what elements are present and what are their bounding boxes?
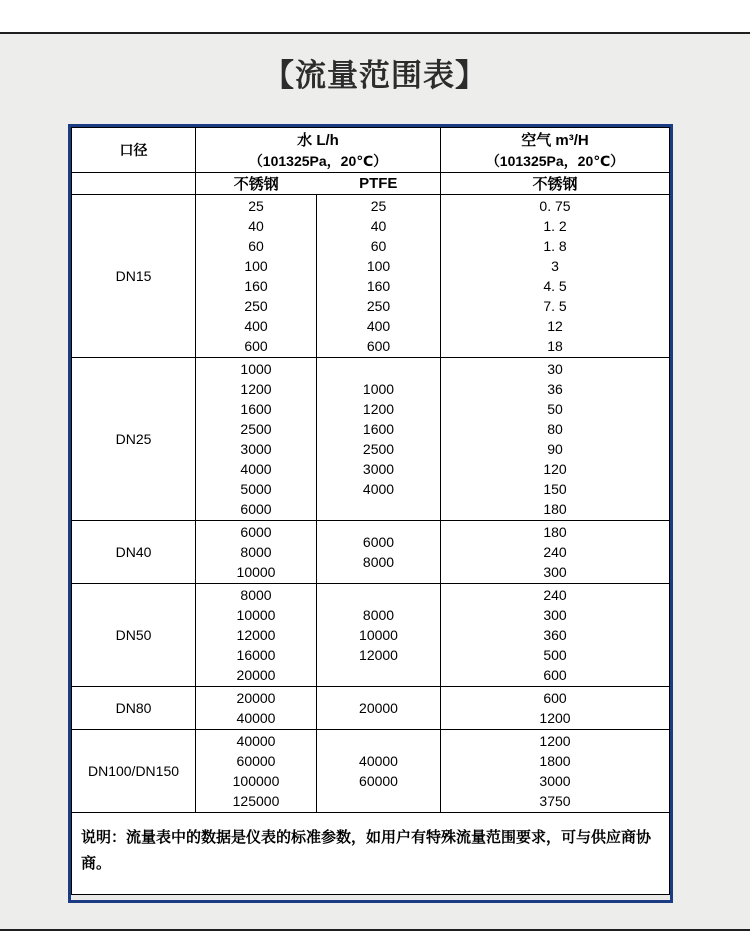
flow-value: 300 <box>543 607 567 623</box>
water-ptfe-cell <box>317 730 441 813</box>
diameter-cell: DN80 <box>72 687 196 730</box>
flow-table-footer <box>72 813 670 895</box>
diameter-cell: DN25 <box>72 358 196 521</box>
flow-value: 60000 <box>236 753 276 769</box>
table-row <box>72 584 670 687</box>
flow-value: 120 <box>543 461 567 477</box>
flow-value: 180 <box>543 501 567 517</box>
flow-value: 8000 <box>362 607 395 623</box>
flow-value: 1000 <box>362 381 395 397</box>
water-stainless-cell <box>196 730 317 813</box>
flow-range-table <box>68 124 673 903</box>
water-ptfe-cell <box>317 521 441 584</box>
bottom-divider <box>0 929 750 931</box>
flow-value: 40 <box>248 218 264 234</box>
water-ptfe-cell <box>317 584 441 687</box>
flow-value: 8000 <box>240 587 272 603</box>
header-air-title: 空气 m³/H <box>521 132 589 149</box>
flow-value: 600 <box>244 338 268 354</box>
flow-value: 7. 5 <box>543 298 567 314</box>
flow-value: 300 <box>543 564 567 580</box>
flow-value: 100 <box>244 258 268 274</box>
flow-table <box>71 127 670 895</box>
flow-value: 60 <box>370 238 387 254</box>
flow-value: 60000 <box>359 773 398 789</box>
content-area <box>0 34 750 929</box>
flow-value: 4000 <box>240 461 272 477</box>
header-water-condition: （101325Pa，20℃） <box>248 153 388 169</box>
flow-value: 1. 2 <box>543 218 567 234</box>
flow-value: 20000 <box>359 700 398 716</box>
flow-value: 60 <box>248 238 264 254</box>
flow-value: 12 <box>547 318 563 334</box>
flow-value: 1. 8 <box>543 238 567 254</box>
header-water-title: 水 L/h <box>297 132 339 149</box>
flow-value: 4000 <box>362 481 395 497</box>
flow-value: 1200 <box>539 733 571 749</box>
water-stainless-cell <box>196 521 317 584</box>
flow-value: 600 <box>543 690 567 706</box>
flow-value: 25 <box>248 198 264 214</box>
header-diameter: 口径 <box>72 128 196 173</box>
header-empty-cell <box>72 173 196 195</box>
flow-value: 80 <box>547 421 563 437</box>
flow-value: 40000 <box>359 753 398 769</box>
flow-value: 400 <box>244 318 268 334</box>
flow-value: 360 <box>543 627 567 643</box>
header-water-group <box>196 128 441 173</box>
diameter-cell: DN40 <box>72 521 196 584</box>
table-row <box>72 521 670 584</box>
water-stainless-cell <box>196 358 317 521</box>
air-stainless-cell <box>441 195 670 358</box>
air-stainless-cell <box>441 687 670 730</box>
flow-value: 150 <box>543 481 567 497</box>
table-row <box>72 730 670 813</box>
table-row <box>72 687 670 730</box>
water-ptfe-cell <box>317 195 441 358</box>
flow-value: 1200 <box>539 710 571 726</box>
table-row <box>72 358 670 521</box>
flow-value: 3000 <box>240 441 272 457</box>
flow-value: 10000 <box>236 607 276 623</box>
note-cell: 说明：流量表中的数据是仪表的标准参数，如用户有特殊流量范围要求，可与供应商协商。 <box>72 813 670 895</box>
flow-value: 2500 <box>362 441 395 457</box>
header-row-groups <box>72 128 670 173</box>
flow-value: 10000 <box>236 564 276 580</box>
flow-value: 3 <box>551 258 559 274</box>
flow-value: 1600 <box>240 401 272 417</box>
flow-value: 600 <box>543 667 567 683</box>
flow-value: 18 <box>547 338 563 354</box>
water-ptfe-cell <box>317 687 441 730</box>
flow-value: 6000 <box>240 524 272 540</box>
flow-value: 1600 <box>362 421 395 437</box>
flow-value: 400 <box>366 318 391 334</box>
air-stainless-cell <box>441 730 670 813</box>
flow-value: 5000 <box>240 481 272 497</box>
flow-value: 1800 <box>539 753 571 769</box>
note-row <box>72 813 670 895</box>
table-row <box>72 195 670 358</box>
flow-value: 240 <box>543 544 567 560</box>
flow-value: 100000 <box>232 773 280 789</box>
flow-value: 8000 <box>240 544 272 560</box>
flow-value: 8000 <box>362 554 395 570</box>
flow-value: 16000 <box>236 647 276 663</box>
flow-value: 30 <box>547 361 563 377</box>
page-title: 【流量范围表】 <box>263 58 487 93</box>
flow-table-header <box>72 128 670 195</box>
header-air-stainless: 不锈钢 <box>441 173 670 195</box>
header-row-materials <box>72 173 670 195</box>
flow-value: 10000 <box>359 627 398 643</box>
flow-value: 1200 <box>240 381 272 397</box>
flow-value: 500 <box>543 647 567 663</box>
flow-value: 4. 5 <box>543 278 567 294</box>
flow-value: 6000 <box>362 534 395 550</box>
flow-value: 6000 <box>240 501 272 517</box>
flow-value: 160 <box>366 278 391 294</box>
air-stainless-cell <box>441 521 670 584</box>
flow-value: 20000 <box>236 667 276 683</box>
air-stainless-cell <box>441 358 670 521</box>
diameter-cell: DN15 <box>72 195 196 358</box>
flow-value: 40 <box>370 218 387 234</box>
flow-value: 100 <box>366 258 391 274</box>
flow-value: 240 <box>543 587 567 603</box>
flow-value: 125000 <box>232 793 280 809</box>
water-stainless-cell <box>196 687 317 730</box>
flow-value: 40000 <box>236 733 276 749</box>
flow-value: 90 <box>547 441 563 457</box>
diameter-cell: DN50 <box>72 584 196 687</box>
flow-value: 3000 <box>539 773 571 789</box>
flow-value: 36 <box>547 381 563 397</box>
flow-value: 25 <box>370 198 387 214</box>
flow-value: 1000 <box>240 361 272 377</box>
flow-value: 50 <box>547 401 563 417</box>
flow-value: 3000 <box>362 461 395 477</box>
flow-table-body <box>72 195 670 813</box>
water-stainless-cell <box>196 195 317 358</box>
header-water-ptfe: PTFE <box>317 173 441 195</box>
flow-value: 40000 <box>236 710 276 726</box>
flow-value: 250 <box>244 298 268 314</box>
flow-value: 180 <box>543 524 567 540</box>
flow-value: 20000 <box>236 690 276 706</box>
flow-value: 0. 75 <box>539 198 571 214</box>
flow-value: 600 <box>366 338 391 354</box>
air-stainless-cell <box>441 584 670 687</box>
flow-value: 12000 <box>359 647 398 663</box>
water-ptfe-cell <box>317 358 441 521</box>
flow-value: 250 <box>366 298 391 314</box>
flow-value: 1200 <box>362 401 395 417</box>
water-stainless-cell <box>196 584 317 687</box>
header-water-stainless: 不锈钢 <box>196 173 317 195</box>
flow-value: 2500 <box>240 421 272 437</box>
diameter-cell: DN100/DN150 <box>72 730 196 813</box>
header-air-group <box>441 128 670 173</box>
flow-value: 160 <box>244 278 268 294</box>
flow-value: 12000 <box>236 627 276 643</box>
header-air-condition: （101325Pa，20℃） <box>485 153 625 169</box>
flow-value: 3750 <box>539 793 571 809</box>
